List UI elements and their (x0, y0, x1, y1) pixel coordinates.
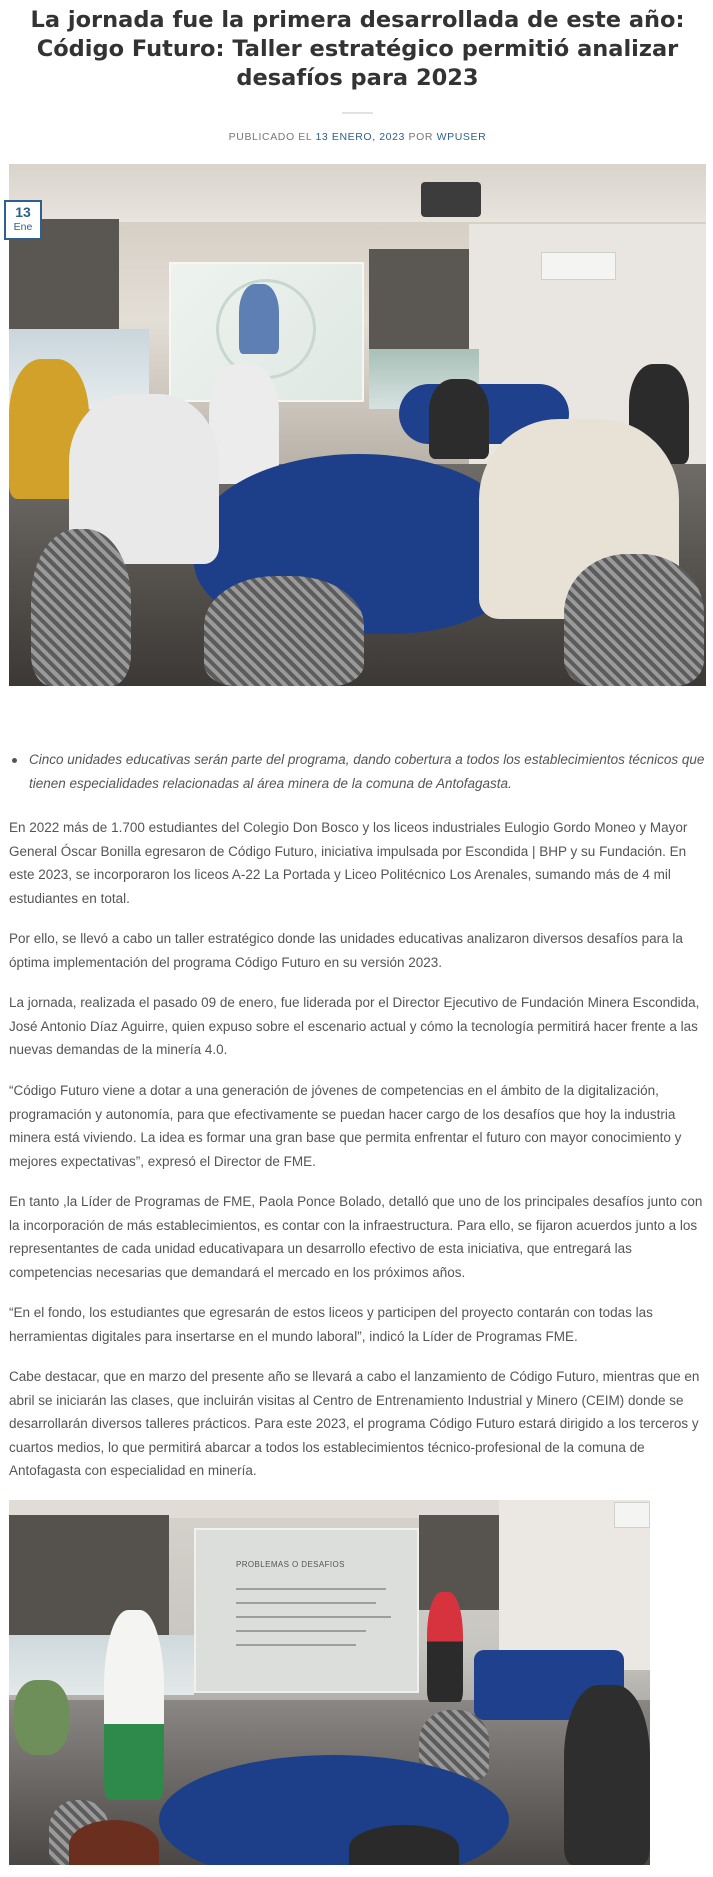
workshop-image (9, 1500, 650, 1865)
projection-screen (194, 1528, 419, 1693)
projector (421, 182, 481, 217)
featured-image (9, 164, 706, 686)
post-date-link[interactable]: 13 ENERO, 2023 (315, 131, 405, 143)
air-conditioner (541, 252, 616, 280)
paragraph: En 2022 más de 1.700 estudiantes del Colegio Don Bosco y los liceos industriales Eulogio Gordo Moneo y Mayor General Óscar Bonilla egresaron de Código Futuro, iniciativa impulsada por Escondida | BHP y su Fundación. En este 2023, se incorporaron los liceos A-22 La Portada y Liceo Politécnico Los Arenales, sumando más de 4 mil estudiantes en total. (9, 820, 688, 906)
title-divider (342, 112, 373, 114)
published-label: PUBLICADO EL (228, 131, 312, 143)
slide-title: PROBLEMAS O DESAFIOS (236, 1560, 345, 1569)
paragraph: “En el fondo, los estudiantes que egresarán de estos liceos y participen del proyecto contarán con todas las herramientas digitales para insertarse en el mundo laboral”, indicó la Líder de Programas FME. (9, 1305, 653, 1344)
paragraph: Por ello, se llevó a cabo un taller estratégico donde las unidades educativas analizaron diversos desafíos para la óptima implementación del programa Código Futuro en su versión 2023. (9, 931, 683, 970)
date-badge (4, 200, 42, 240)
by-label: POR (408, 131, 434, 143)
date-badge-month: Ene (13, 221, 33, 233)
summary-list (9, 748, 706, 796)
paragraph: Cabe destacar, que en marzo del presente año se llevará a cabo el lanzamiento de Código Futuro, mientras que en abril se iniciarán las clases, que incluirán visitas al Centro de Entrenamiento Industrial y Minero (CEIM) donde se desarrollarán diversos talleres prácticos. Para este 2023, el programa Código Futuro estará dirigido a los terceros y cuartos medios, lo que permitirá abarcar a todos los establecimientos técnico-profesional de la comuna de Antofagasta con especialidad en minería. (9, 1369, 700, 1478)
author-link[interactable]: WPUSER (436, 131, 487, 143)
list-item: Cinco unidades educativas serán parte del programa, dando cobertura a todos los establecimientos técnicos que tienen especialidades relacionadas al área minera de la comuna de Antofagasta. (9, 748, 706, 796)
post-meta (9, 131, 706, 143)
date-badge-day: 13 (15, 204, 31, 220)
paragraph: La jornada, realizada el pasado 09 de enero, fue liderada por el Director Ejecutivo de Fundación Minera Escondida, José Antonio Díaz Aguirre, quien expuso sobre el escenario actual y cómo la tecnología permitirá hacer frente a las nuevas demandas de la minería 4.0. (9, 995, 700, 1057)
article-title: La jornada fue la primera desarrollada de este año: Código Futuro: Taller estratégico permitió analizar desafíos para 2023 (30, 7, 685, 91)
paragraph: En tanto ,la Líder de Programas de FME, Paola Ponce Bolado, detalló que uno de los principales desafíos junto con la incorporación de más establecimientos, es contar con la infraestructura. Para ello, se fijaron acuerdos junto a los representantes de cada unidad educativapara un desarrollo efectivo de esta iniciativa, que entregará las competencias necesarias que demandará el mercado en los próximos años. (9, 1194, 703, 1280)
paragraph: “Código Futuro viene a dotar a una generación de jóvenes de competencias en el ámbito de la digitalización, programación y autonomía, para que efectivamente se puedan hacer cargo de los desafíos que hoy la industria minera está viviendo. La idea es formar una gran base que permita enfrentar el futuro con mayor conocimiento y mejores expectativas”, expresó el Director de FME. (9, 1083, 682, 1169)
